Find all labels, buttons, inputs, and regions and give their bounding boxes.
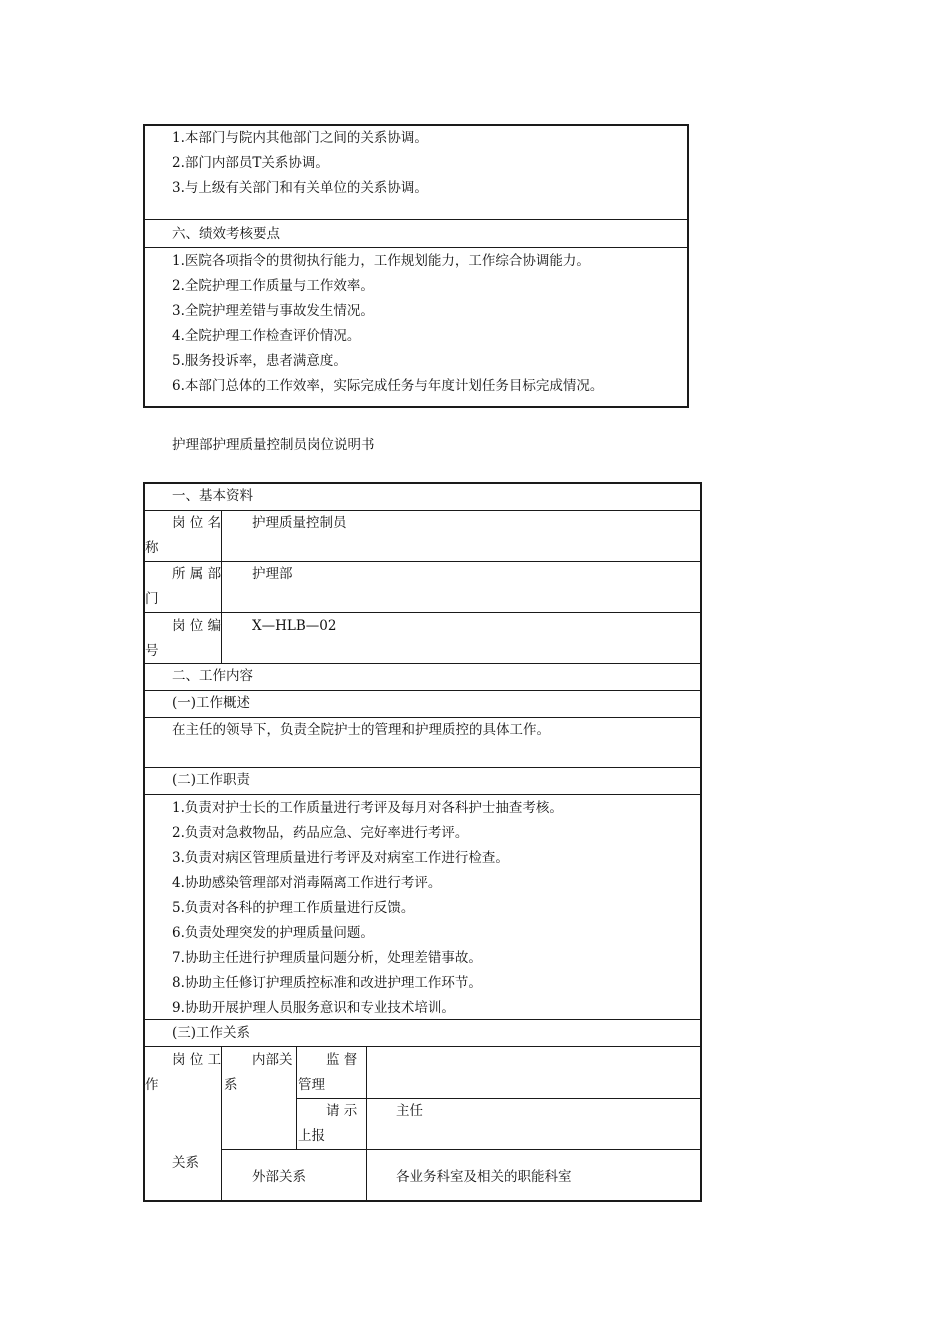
- field-label: 岗 位 工: [172, 1052, 222, 1068]
- list-item: 1.负责对护士长的工作质量进行考评及每月对各科护士抽查考核。: [172, 800, 563, 816]
- list-item: 4.全院护理工作检查评价情况。: [172, 328, 361, 344]
- section-heading: 一、基本资料: [172, 488, 253, 504]
- field-label: 内部关: [252, 1052, 293, 1068]
- section-heading: 二、工作内容: [172, 668, 253, 684]
- list-item: 9.协助开展护理人员服务意识和专业技术培训。: [172, 1000, 455, 1016]
- list-item: 2.全院护理工作质量与工作效率。: [172, 278, 374, 294]
- list-item: 6.本部门总体的工作效率，实际完成任务与年度计划任务目标完成情况。: [172, 378, 604, 394]
- field-label: 门: [145, 591, 159, 607]
- subsection-heading: (二)工作职责: [172, 772, 251, 788]
- field-value: 各业务科室及相关的职能科室: [396, 1169, 572, 1185]
- list-item: 4.协助感染管理部对消毒隔离工作进行考评。: [172, 875, 442, 891]
- field-label: 监 督: [326, 1052, 358, 1068]
- field-value: 主任: [396, 1103, 423, 1119]
- list-item: 7.协助主任进行护理质量问题分析，处理差错事故。: [172, 950, 482, 966]
- list-item: 1.本部门与院内其他部门之间的关系协调。: [172, 130, 428, 146]
- field-label: 岗 位 编: [172, 618, 222, 634]
- document-title: 护理部护理质量控制员岗位说明书: [172, 437, 375, 453]
- list-item: 2.负责对急救物品，药品应急、完好率进行考评。: [172, 825, 469, 841]
- field-label: 外部关系: [252, 1169, 306, 1185]
- section-heading: 六、绩效考核要点: [172, 226, 280, 242]
- field-label: 关系: [172, 1155, 199, 1171]
- field-value: 护理部: [252, 566, 293, 582]
- field-label: 称: [145, 540, 159, 556]
- field-label: 号: [145, 643, 159, 659]
- field-label: 岗 位 名: [172, 515, 222, 531]
- field-label: 系: [224, 1077, 238, 1093]
- field-label: 请 示: [326, 1103, 358, 1119]
- subsection-heading: (一)工作概述: [172, 695, 251, 711]
- list-item: 6.负责处理突发的护理质量问题。: [172, 925, 374, 941]
- list-item: 5.负责对各科的护理工作质量进行反馈。: [172, 900, 415, 916]
- field-value: X—HLB—02: [252, 618, 337, 634]
- field-value: 护理质量控制员: [252, 515, 347, 531]
- subsection-heading: (三)工作关系: [172, 1025, 251, 1041]
- list-item: 5.服务投诉率，患者满意度。: [172, 353, 347, 369]
- field-label: 所 属 部: [172, 566, 222, 582]
- list-item: 1.医院各项指令的贯彻执行能力，工作规划能力，工作综合协调能力。: [172, 253, 590, 269]
- list-item: 8.协助主任修订护理质控标准和改进护理工作环节。: [172, 975, 482, 991]
- overview-text: 在主任的领导下，负责全院护士的管理和护理质控的具体工作。: [172, 722, 550, 738]
- list-item: 2.部门内部员T关系协调。: [172, 155, 329, 171]
- field-label: 上报: [298, 1128, 325, 1144]
- field-label: 作: [145, 1077, 159, 1093]
- field-label: 管理: [298, 1077, 325, 1093]
- list-item: 3.负责对病区管理质量进行考评及对病室工作进行检查。: [172, 850, 509, 866]
- list-item: 3.全院护理差错与事故发生情况。: [172, 303, 374, 319]
- list-item: 3.与上级有关部门和有关单位的关系协调。: [172, 180, 428, 196]
